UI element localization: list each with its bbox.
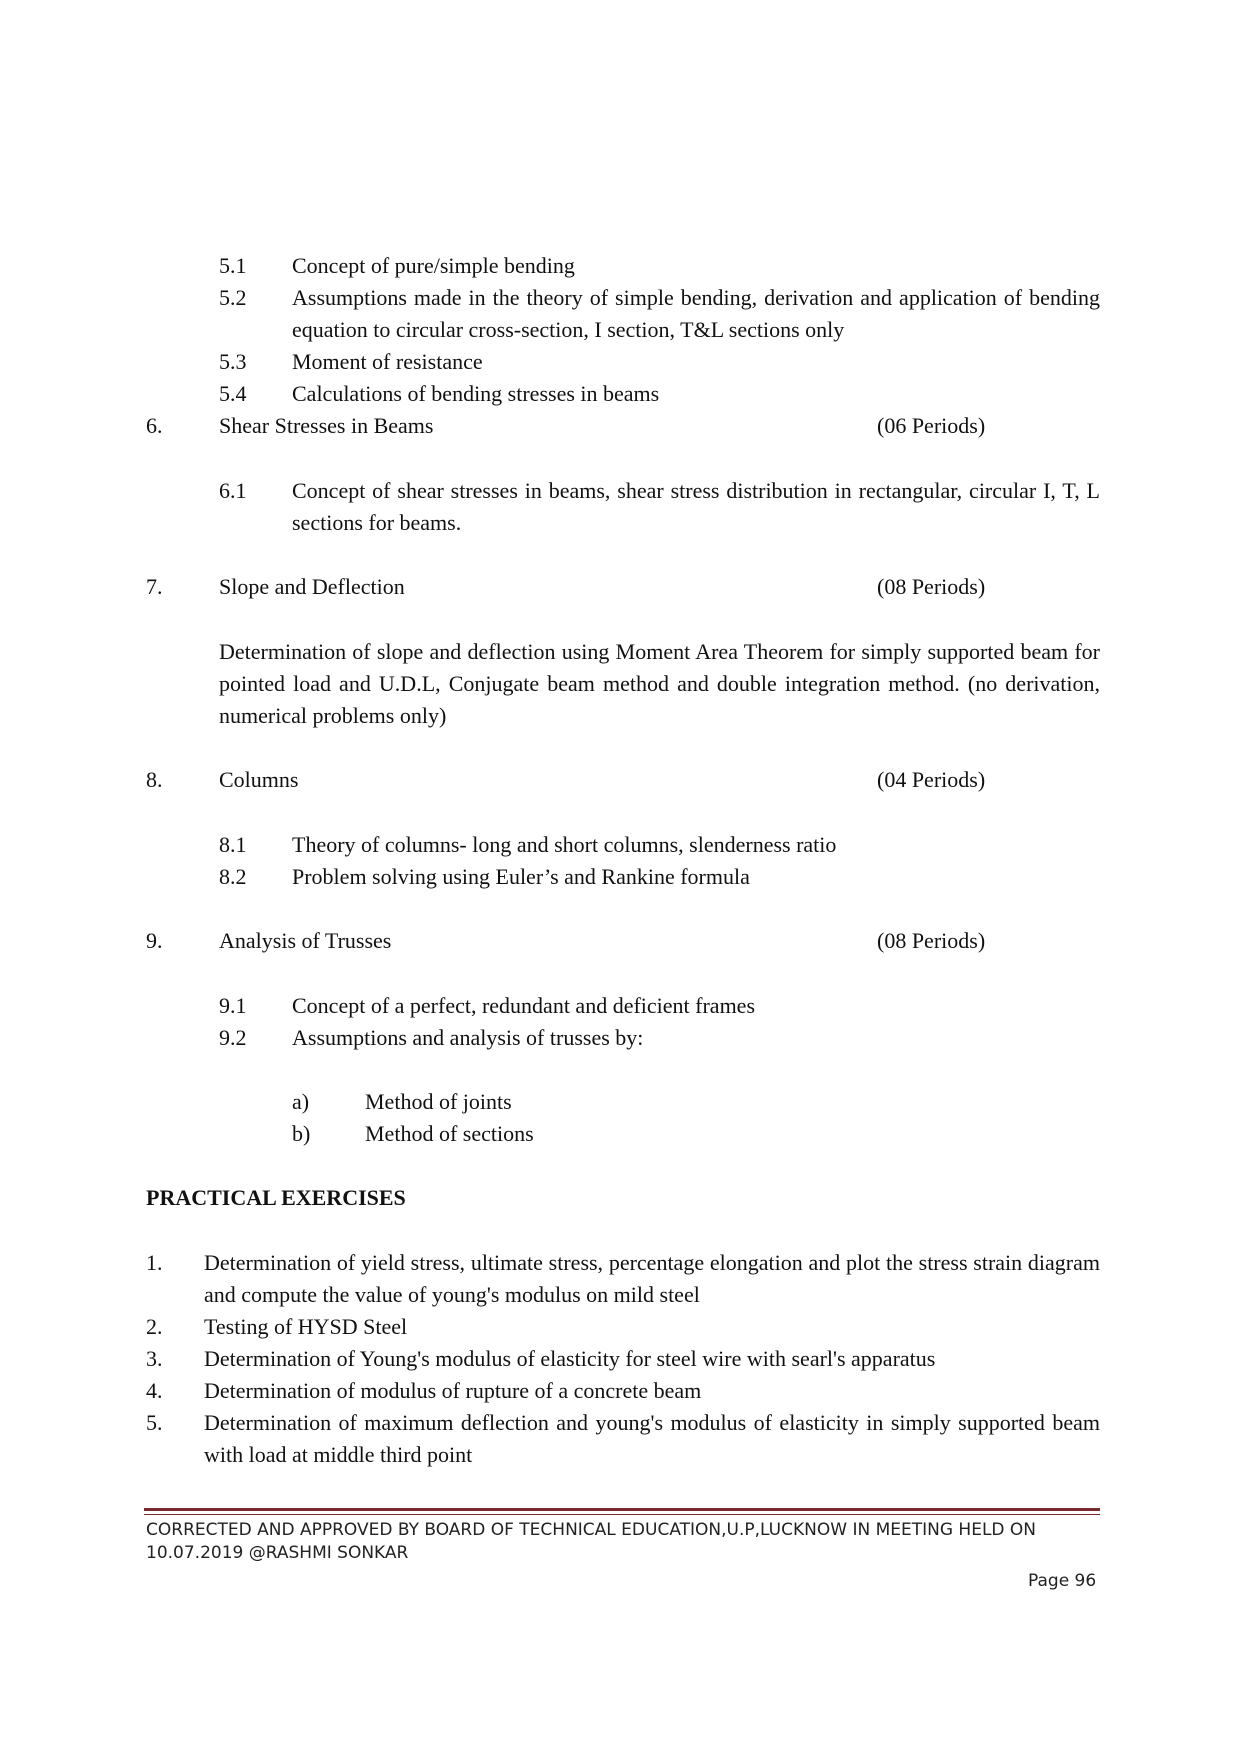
item-text: Theory of columns- long and short columns, slenderness ratio bbox=[292, 832, 837, 857]
practical-heading: PRACTICAL EXERCISES bbox=[146, 1185, 406, 1210]
exercise-text: Determination of yield stress, ultimate stress, percentage elongation and plot the stress strain diagram and compute the value of young's modulus on mild steel bbox=[204, 1250, 1100, 1307]
page-number: Page 96 bbox=[1028, 1571, 1097, 1591]
section-periods: (06 Periods) bbox=[877, 413, 986, 438]
exercise-number: 3. bbox=[146, 1346, 163, 1371]
item-number: 9.1 bbox=[219, 993, 247, 1018]
exercise-number: 1. bbox=[146, 1250, 163, 1275]
item-text: Concept of a perfect, redundant and deficient frames bbox=[292, 993, 756, 1018]
section-periods: (04 Periods) bbox=[877, 767, 986, 792]
footer-line-1: CORRECTED AND APPROVED BY BOARD OF TECHNICAL EDUCATION,U.P,LUCKNOW IN MEETING HELD ON bbox=[146, 1520, 1037, 1540]
section-paragraph: Determination of slope and deflection using Moment Area Theorem for simply supported beam for pointed load and U.D.L, Conjugate beam method and double integration method. (no derivation, numerical problems only) bbox=[219, 639, 1100, 728]
item-number: 5.3 bbox=[219, 349, 247, 374]
section-number: 7. bbox=[146, 574, 163, 599]
exercise-number: 5. bbox=[146, 1410, 163, 1435]
exercise-text: Determination of maximum deflection and young's modulus of elasticity in simply supported beam with load at middle third point bbox=[204, 1410, 1100, 1467]
exercise-number: 2. bbox=[146, 1314, 163, 1339]
item-number: 8.2 bbox=[219, 864, 247, 889]
section-title: Slope and Deflection bbox=[219, 574, 405, 599]
section-title: Shear Stresses in Beams bbox=[219, 413, 434, 438]
item-text: Moment of resistance bbox=[292, 349, 483, 374]
section-periods: (08 Periods) bbox=[877, 928, 986, 953]
subitem-letter: a) bbox=[292, 1089, 310, 1114]
section-number: 9. bbox=[146, 928, 163, 953]
item-number: 5.4 bbox=[219, 381, 247, 406]
subitem-text: Method of joints bbox=[365, 1089, 512, 1114]
item-text: Problem solving using Euler’s and Rankine formula bbox=[292, 864, 750, 889]
item-number: 9.2 bbox=[219, 1025, 247, 1050]
item-text: Assumptions and analysis of trusses by: bbox=[292, 1025, 644, 1050]
subitem-letter: b) bbox=[292, 1121, 311, 1146]
item-number: 8.1 bbox=[219, 832, 247, 857]
item-number: 6.1 bbox=[219, 478, 247, 503]
footer-rule bbox=[144, 1508, 1100, 1511]
item-number: 5.1 bbox=[219, 253, 247, 278]
item-text: Concept of pure/simple bending bbox=[292, 253, 575, 278]
section-title: Columns bbox=[219, 767, 299, 792]
footer-rule-thin bbox=[144, 1514, 1100, 1515]
section-title: Analysis of Trusses bbox=[219, 928, 392, 953]
item-text: Concept of shear stresses in beams, shear stress distribution in rectangular, circular I, T, L sections for beams. bbox=[292, 478, 1100, 535]
item-text: Assumptions made in the theory of simple bending, derivation and application of bending equation to circular cross-section, I section, T&L sections only bbox=[292, 285, 1100, 342]
subitem-text: Method of sections bbox=[365, 1121, 534, 1146]
footer-line-2: 10.07.2019 @RASHMI SONKAR bbox=[146, 1543, 409, 1563]
item-number: 5.2 bbox=[219, 285, 247, 310]
section-number: 6. bbox=[146, 413, 163, 438]
section-number: 8. bbox=[146, 767, 163, 792]
exercise-text: Determination of Young's modulus of elasticity for steel wire with searl's apparatus bbox=[204, 1346, 936, 1371]
exercise-number: 4. bbox=[146, 1378, 163, 1403]
exercise-text: Determination of modulus of rupture of a concrete beam bbox=[204, 1378, 702, 1403]
item-text: Calculations of bending stresses in beams bbox=[292, 381, 660, 406]
section-periods: (08 Periods) bbox=[877, 574, 986, 599]
exercise-text: Testing of HYSD Steel bbox=[204, 1314, 408, 1339]
